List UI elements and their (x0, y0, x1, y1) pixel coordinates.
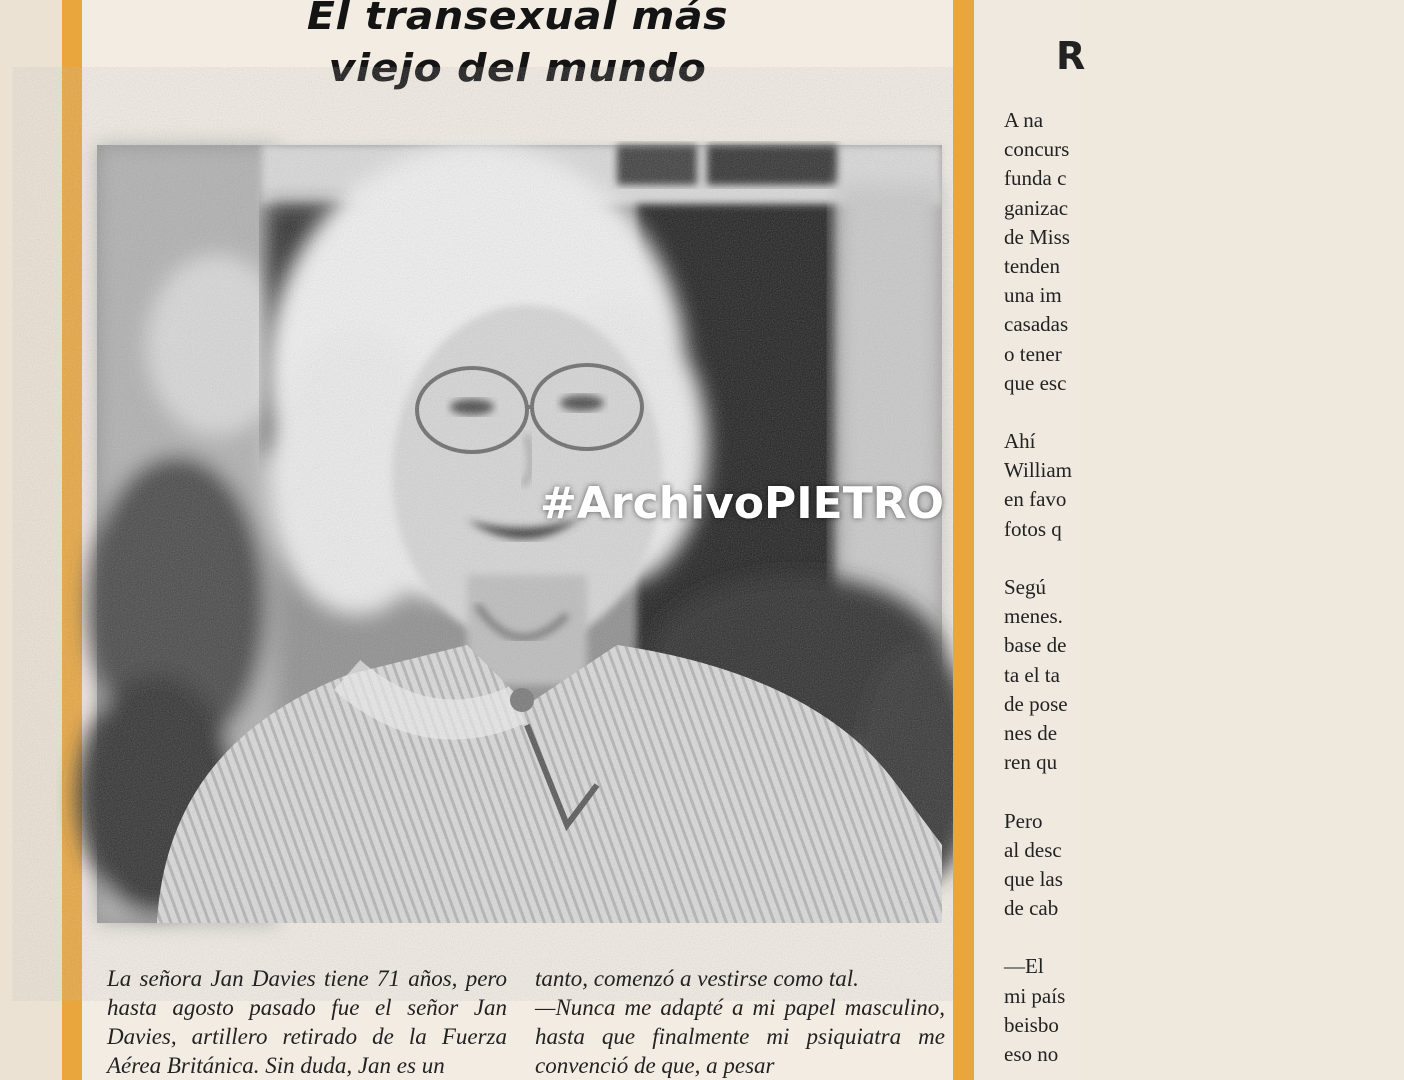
adjacent-text-line (1004, 544, 1404, 573)
archive-watermark: #ArchivoPIETRO (540, 478, 944, 529)
adjacent-text-line: al desc (1004, 837, 1062, 862)
adjacent-text-line: menes. (1004, 604, 1063, 629)
adjacent-text-line: ta el ta (1004, 662, 1060, 687)
adjacent-text-line: eso no (1004, 1042, 1059, 1066)
adjacent-article-text (1004, 106, 1404, 1069)
headline-line-1: El transexual más (306, 0, 729, 38)
adjacent-text-line: o tener (1004, 341, 1062, 366)
adjacent-text-line: funda c (1004, 166, 1067, 191)
adjacent-text-line (1004, 398, 1404, 427)
adjacent-text-line: casadas (1004, 312, 1069, 337)
adjacent-text-line: beisbo (1004, 1012, 1059, 1037)
adjacent-text-line: de pose (1004, 691, 1068, 716)
adjacent-article-column (974, 0, 1086, 1080)
photo-caption-column-2 (535, 964, 945, 1080)
caption-text-1: La señora Jan Davies tiene 71 años, pero hasta agosto pasado fue el señor Jan Davies, artillero retirado de la Fuerza Aérea Británica. Sin duda, Jan es un (107, 966, 507, 1078)
adjacent-text-line: ganizac (1004, 195, 1069, 220)
portrait-photo (97, 145, 942, 923)
adjacent-text-line: que las (1004, 866, 1063, 891)
adjacent-text-line: fotos q (1004, 516, 1062, 541)
adjacent-text-line: William (1004, 458, 1072, 483)
adjacent-text-line: una im (1004, 283, 1062, 308)
adjacent-text-line: tenden (1004, 253, 1060, 278)
adjacent-text-line: de Miss (1004, 224, 1070, 249)
portrait-photo-graphic (97, 145, 942, 923)
adjacent-text-line (1004, 777, 1404, 806)
adjacent-text-line: de cab (1004, 896, 1059, 921)
headline-line-2: viejo del mundo (328, 46, 707, 90)
adjacent-text-line: Segú (1004, 575, 1046, 599)
adjacent-text-line: Pero (1004, 808, 1043, 833)
left-page-margin (0, 0, 62, 1080)
adjacent-article-heading: R (1056, 34, 1086, 78)
adjacent-text-line: Ahí (1004, 429, 1036, 454)
adjacent-text-line: base de (1004, 633, 1067, 658)
article-headline (47, 0, 988, 94)
adjacent-text-line: ren qu (1004, 750, 1058, 775)
adjacent-text-line: concurs (1004, 137, 1070, 162)
adjacent-text-line: —El (1004, 954, 1044, 979)
adjacent-text-line: en favo (1004, 487, 1067, 512)
adjacent-text-line: nes de (1004, 720, 1058, 745)
caption-text-2b: —Nunca me adapté a mi papel masculino, hasta que finalmente mi psiquiatra me convenció de que, a pesar (535, 995, 945, 1078)
right-orange-border (953, 0, 974, 1080)
photo-caption-column-1 (107, 964, 507, 1080)
article-page (82, 0, 953, 1080)
left-orange-border (62, 0, 82, 1080)
adjacent-text-line: que esc (1004, 370, 1067, 395)
adjacent-text-line: mi país (1004, 983, 1066, 1008)
adjacent-text-line: A na (1004, 108, 1044, 132)
caption-text-2a: tanto, comenzó a vestirse como tal. (535, 966, 859, 991)
adjacent-text-line (1004, 923, 1404, 952)
